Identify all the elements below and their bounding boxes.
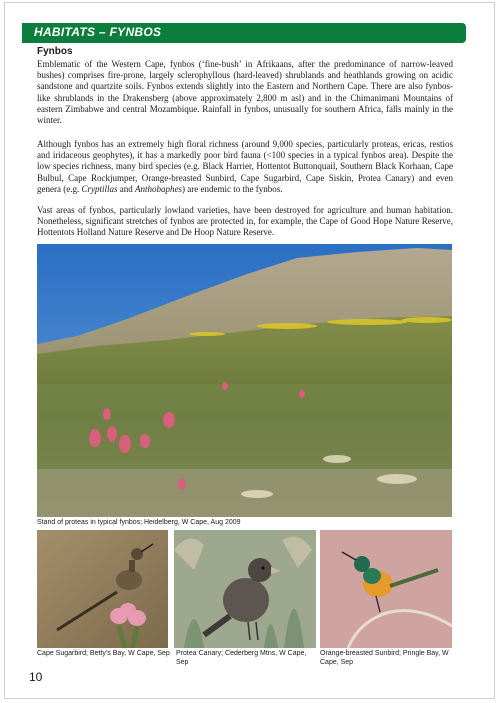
orange-breasted-sunbird-image [320,530,452,648]
header-title: HABITATS – FYNBOS [34,25,162,39]
section-header-bar [22,23,466,43]
paragraph-intro: Emblematic of the Western Cape, fynbos (‘fine-bush’ in Afrikaans, after the predominance of narrow-leaved bushes) comprises fire-prone, largely sclerophyllous (hard-leaved) shrublands and heathlands growing on acidic sandstone and quartzite soils. Fynbos extends slightly into the Eastern and Northern Cape. There are also fynbos-like shrublands in the Drakensberg (above approximately 2,800 m asl) and in the Chimanimani Mountains of eastern Zimbabwe and central Mozambique. Rainfall in fynbos, unusually for southern Africa, falls mainly in the winter. [37,59,453,126]
paragraph-conservation: Vast areas of fynbos, particularly lowland varieties, have been destroyed for agriculture and human habitation. Nonetheless, significant stretches of fynbos are protected in, for example, the Cape of Good Hope Nature Reserve, Hottentots Holland Nature Reserve and De Hoop Nature Reserve. [37,205,453,238]
section-heading: Fynbos [37,46,73,57]
genus-anthobaphes: Anthobaphes [135,183,182,194]
cape-sugarbird-image [37,530,168,648]
fynbos-landscape-photo [37,244,452,517]
protea-canary-image [174,530,316,648]
paragraph-richness-end: ) are endemic to the fynbos. [182,183,283,194]
paragraph-richness [37,139,453,195]
main-photo-caption: Stand of proteas in typical fynbos; Heidelberg, W Cape, Aug 2009 [37,519,241,526]
sugarbird-caption: Cape Sugarbird; Betty’s Bay, W Cape, Sep [37,650,170,657]
sunbird-caption: Orange-breasted Sunbird; Pringle Bay, W Cape, Sep [320,650,449,666]
paragraph-richness-text: Although fynbos has an extremely high floral richness (around 9,000 species, particularly proteas, ericas, restios and iridaceous geophytes), it has a markedly poor bird fauna (<100 species in a typical fynbos area). Despite the low species richness, many bird species (e.g. Black Harrier, Hottentot Buttonquail, Southern Black Korhaan, Cape Bulbul, Cape Rockjumper, Orange-breasted Sunbird, Cape Sugarbird, Cape Siskin, Protea Canary) and even genera (e.g. [37,139,453,194]
cape-sugarbird-photo [37,530,168,648]
orange-breasted-sunbird-photo [320,530,452,648]
paragraph-richness-and: and [117,183,135,194]
genus-cryptillas: Cryptillas [81,183,118,194]
canary-caption: Protea Canary; Cederberg Mtns, W Cape, Sep [176,650,307,666]
fynbos-landscape-image [37,244,452,517]
page-number: 10 [29,670,43,684]
protea-canary-photo [174,530,316,648]
